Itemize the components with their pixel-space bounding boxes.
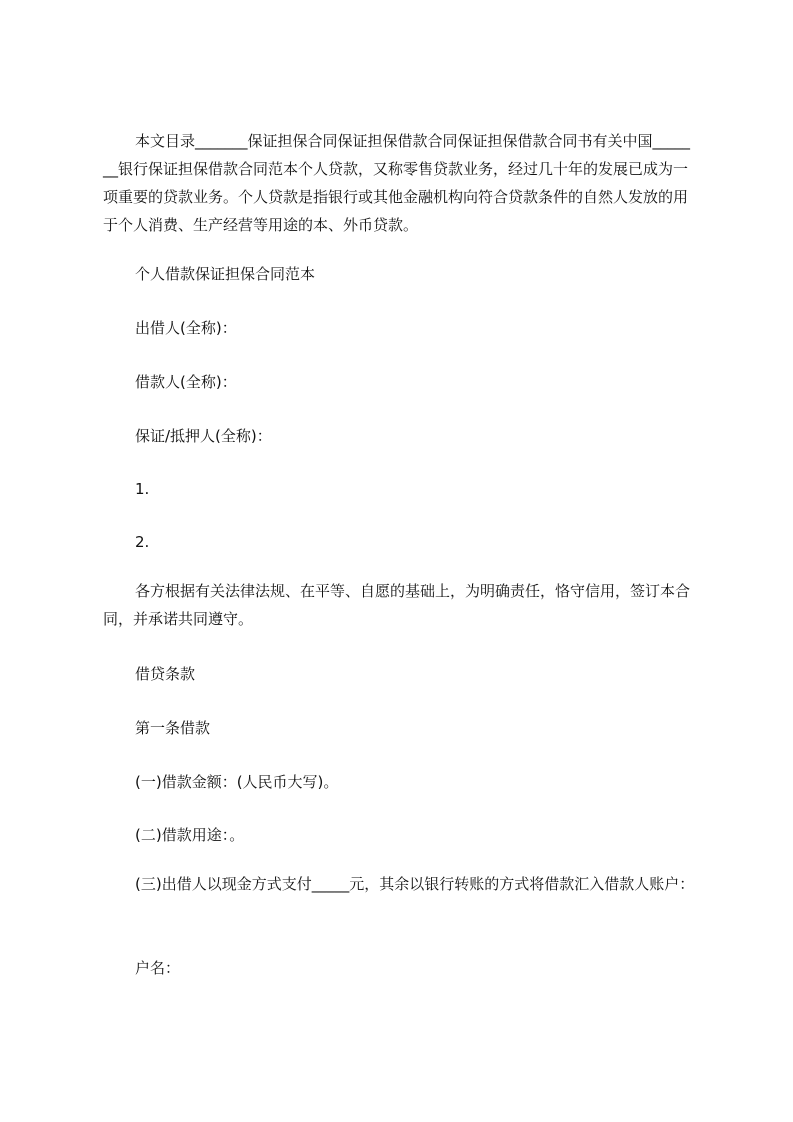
- guarantor-field: 保证/抵押人(全称)：: [135, 427, 272, 445]
- borrower-field: 借款人(全称)：: [135, 373, 237, 391]
- document-title: 个人借款保证担保合同范本: [135, 265, 316, 283]
- clause-1: (一)借款金额：(人民币大写)。: [135, 773, 339, 791]
- section-title: 借贷条款: [135, 665, 196, 683]
- intro-paragraph: 本文目录_______保证担保合同保证担保借款合同保证担保借款合同书有关中国_______银行保证担保借款合同范本个人贷款，又称零售贷款业务，经过几十年的发展已成为一项重要的贷款业务。个人贷款是指银行或其他金融机构向符合贷款条件的自然人发放的用于个人消费、生产经营等用途的本、外币贷款。: [103, 132, 691, 234]
- guarantor-item-2: 2.: [135, 533, 150, 551]
- account-name-field: 户名：: [135, 959, 181, 977]
- clause-2: (二)借款用途：。: [135, 826, 245, 844]
- clause-3: (三)出借人以现金方式支付_____元，其余以银行转账的方式将借款汇入借款人账户：: [135, 875, 695, 893]
- lender-field: 出借人(全称)：: [135, 319, 237, 337]
- guarantor-item-1: 1.: [135, 480, 150, 498]
- article-1-heading: 第一条借款: [135, 719, 211, 737]
- agreement-paragraph: 各方根据有关法律法规、在平等、自愿的基础上，为明确责任，恪守信用，签订本合同，并承诺共同遵守。: [103, 582, 691, 628]
